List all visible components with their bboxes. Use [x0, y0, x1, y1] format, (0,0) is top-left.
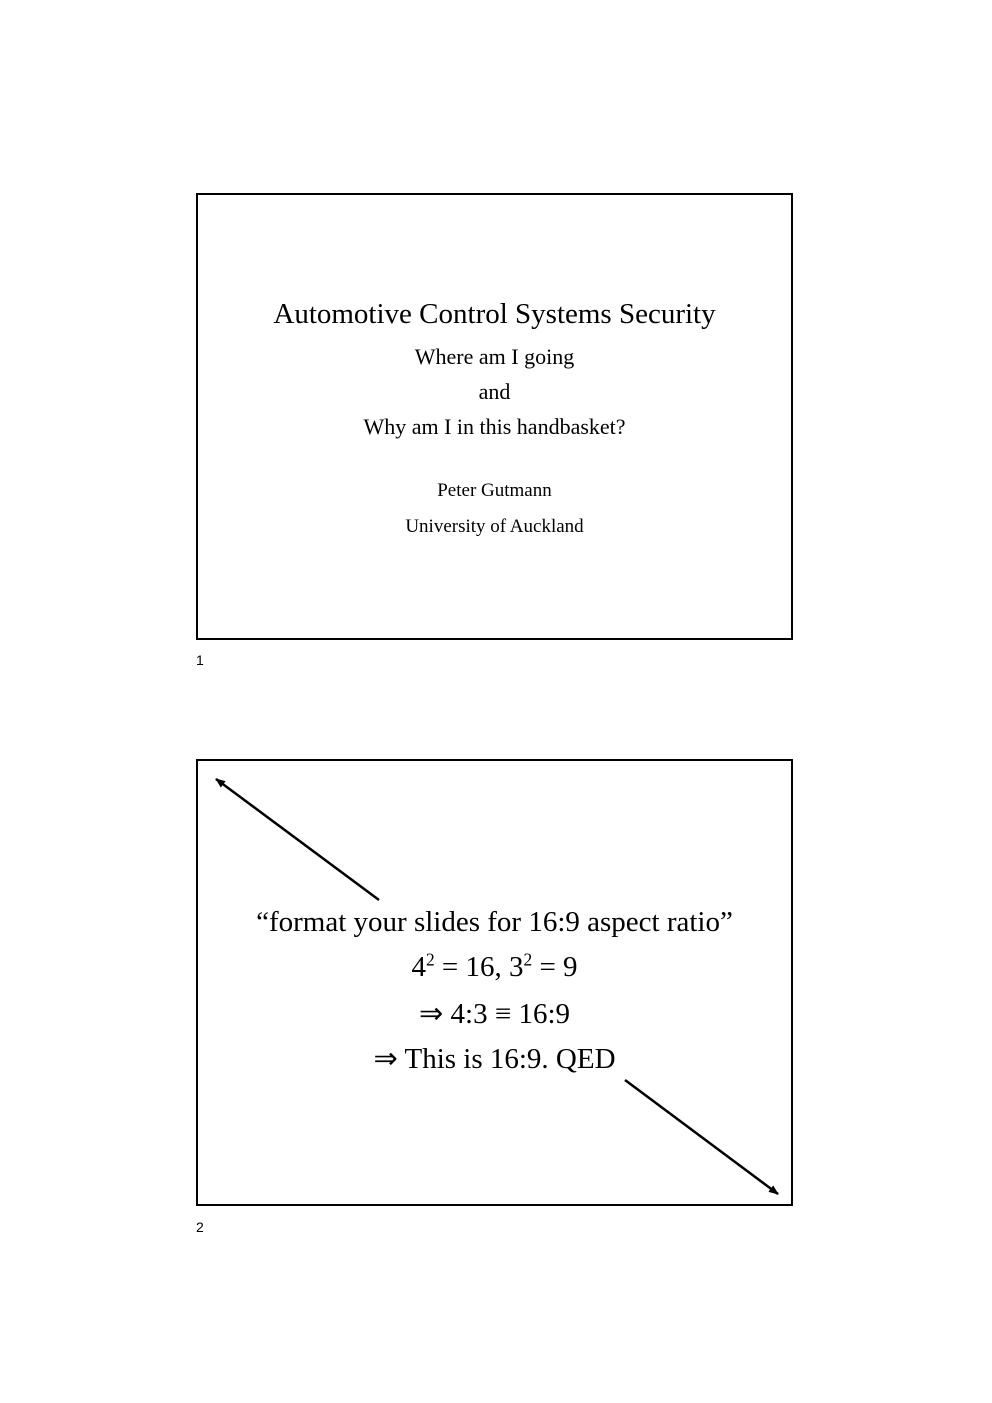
slide-2	[196, 759, 793, 1206]
implication-line-2: ⇒ This is 16:9. QED	[373, 1043, 616, 1075]
equation-a-base: 4	[411, 951, 426, 983]
equation-line	[198, 951, 791, 984]
implication-line-1: ⇒ 4:3 ≡ 16:9	[418, 998, 571, 1030]
arrow-up-left-icon	[216, 779, 379, 900]
slide-number: 1	[196, 652, 204, 668]
slide-title: Automotive Control Systems Security	[273, 298, 716, 330]
author-name: Peter Gutmann	[437, 480, 552, 501]
equation-a-exponent: 2	[425, 949, 435, 970]
author-affiliation: University of Auckland	[405, 516, 584, 537]
slide-1	[196, 193, 793, 640]
equation-a-rest: = 16,	[434, 951, 509, 983]
equation-b-base: 3	[509, 951, 524, 983]
diagonal-arrows	[198, 761, 795, 1208]
slide-subtitle-line-2: and	[478, 379, 511, 404]
quote-text: “format your slides for 16:9 aspect ratio”	[256, 906, 733, 938]
equation-b-exponent: 2	[523, 949, 533, 970]
equation-b-rest: = 9	[532, 951, 578, 983]
slide-subtitle-line-1: Where am I going	[414, 344, 575, 369]
arrow-down-right-icon	[625, 1080, 778, 1194]
slide-subtitle-line-3: Why am I in this handbasket?	[363, 414, 626, 439]
slide-number: 2	[196, 1219, 204, 1235]
